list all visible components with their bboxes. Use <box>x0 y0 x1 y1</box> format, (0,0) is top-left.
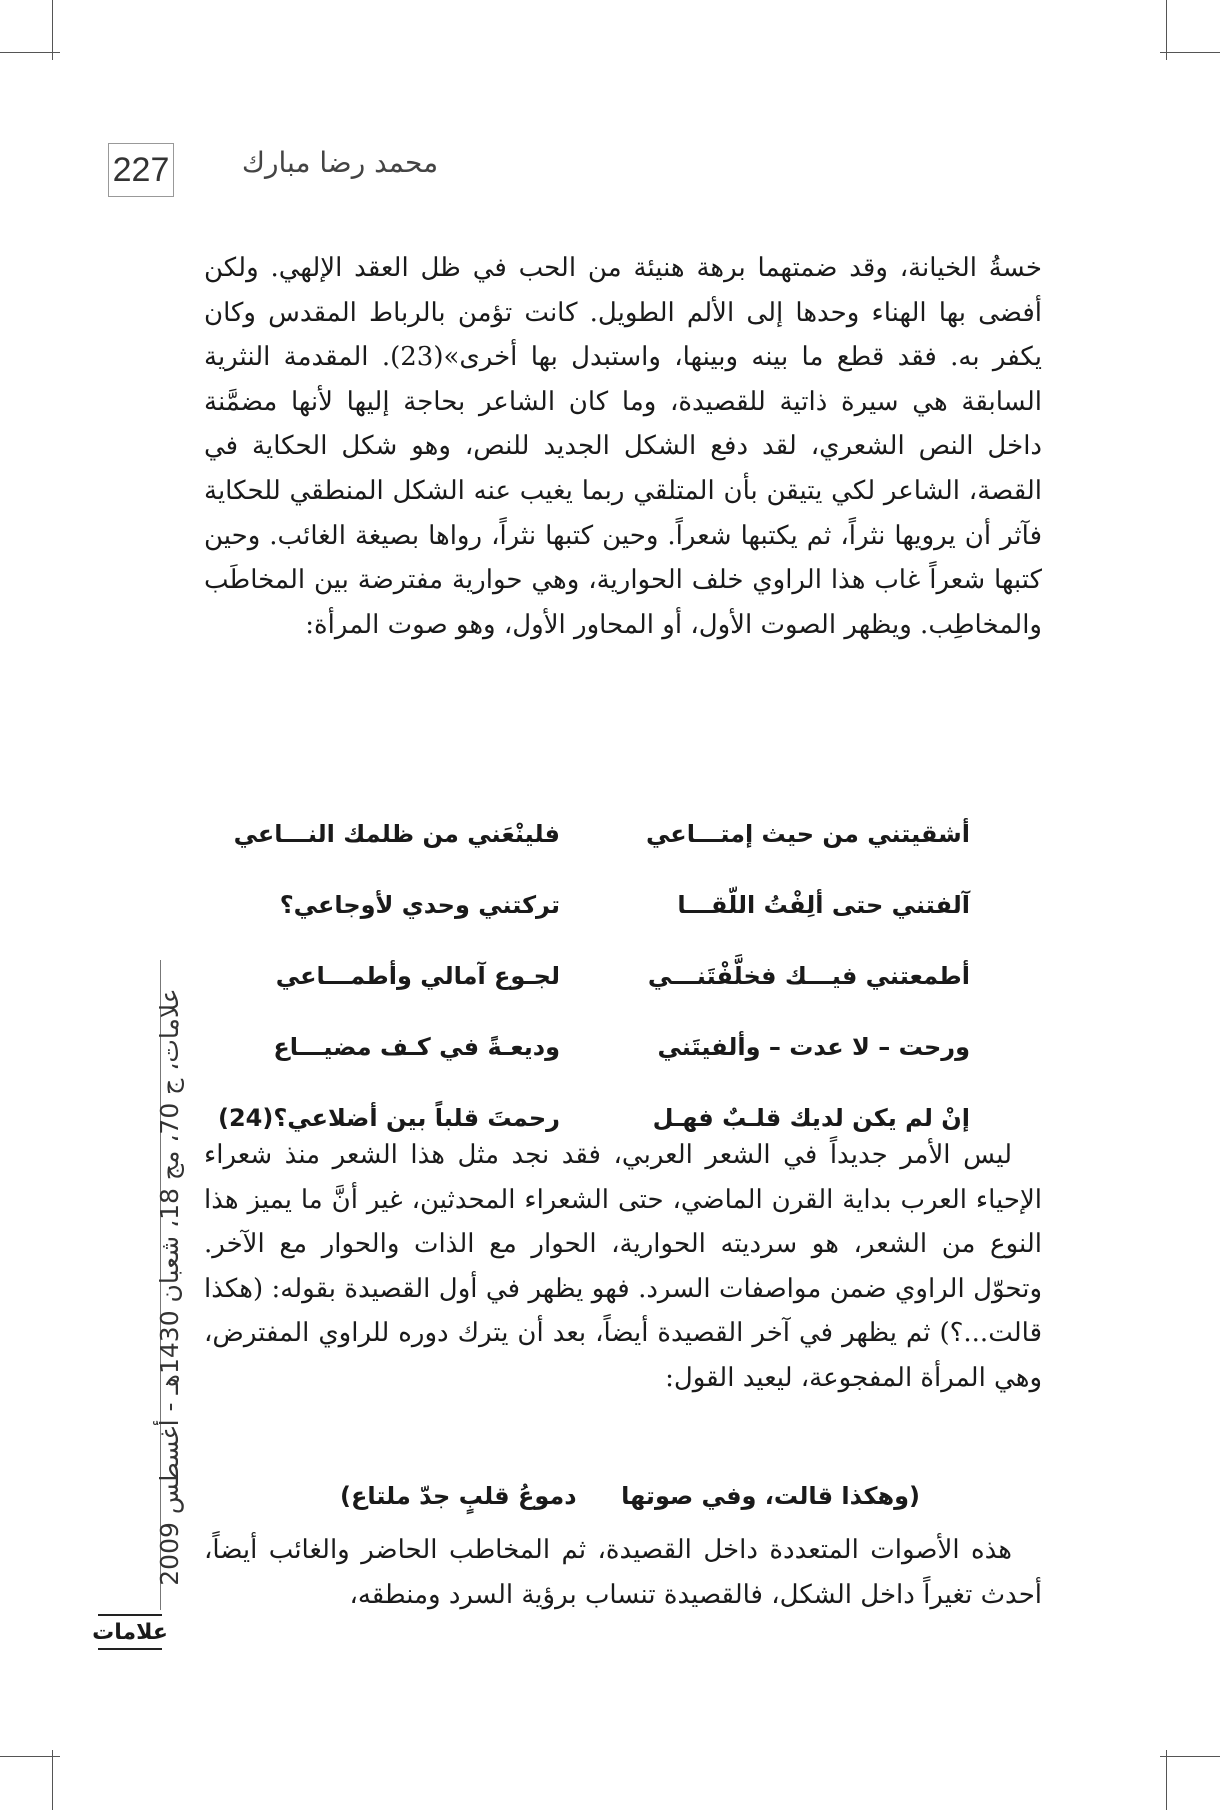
poem-hemistich: فلينْعَني من ظلمك النـــاعي <box>233 820 560 848</box>
crop-mark <box>1160 1756 1220 1757</box>
poem-hemistich: رحمتَ قلباً بين أضلاعي؟(24) <box>218 1104 560 1132</box>
poem-hemistich: وديعـةً في كـف مضيـــاع <box>273 1033 560 1061</box>
poem-block <box>218 820 970 1175</box>
journal-citation: علامات، ج 70، مج 18، شعبان 1430هـ - أغسطس 2009 <box>155 988 184 1586</box>
quoted-hemistich: دموعُ قلبٍ جدّ ملتاع) <box>340 1482 577 1510</box>
poem-hemistich: أشقيتني من حيث إمتـــاعي <box>646 820 970 848</box>
crop-mark <box>0 52 60 53</box>
poem-verse <box>230 1033 970 1104</box>
body-paragraph: خسةُ الخيانة، وقد ضمتهما برهة هنيئة من الحب في ظل العقد الإلهي. ولكن أفضى بها الهناء وحدها إلى الألم الطويل. كانت تؤمن بالرباط المقدس وكان يكفر به. فقد قطع ما بينه وبينها، واستبدل بها أخرى»(23). المقدمة النثرية السابقة هي سيرة ذاتية للقصيدة، وما كان الشاعر بحاجة إليها لأنها مضمَّنة داخل النص الشعري، لقد دفع الشكل الجديد للنص، وهو شكل الحكاية في القصة، الشاعر لكي يتيقن بأن المتلقي ربما يغيب عنه الشكل المنطقي للحكاية فآثر أن يرويها نثراً، ثم يكتبها شعراً. وحين كتبها نثراً، رواها بصيغة الغائب. وحين كتبها شعراً غاب هذا الراوي خلف الحوارية، وهي حوارية مفترضة بين المخاطَب والمخاطِب. ويظهر الصوت الأول، أو المحاور الأول، وهو صوت المرأة: <box>204 253 1043 640</box>
poem-hemistich: إنْ لم يكن لديك قلـبٌ فهـل <box>652 1104 970 1132</box>
crop-mark <box>52 0 53 60</box>
journal-logo: علامات <box>98 1614 162 1650</box>
crop-mark <box>1160 52 1220 53</box>
poem-verse <box>230 820 970 891</box>
quoted-hemistich: (وهكذا قالت، وفي صوتها <box>621 1482 920 1510</box>
crop-mark <box>1166 0 1167 60</box>
poem-hemistich: ورحت – لا عدت – وألفيتَني <box>657 1033 970 1061</box>
poem-hemistich: تركتني وحدي لأوجاعي؟ <box>279 891 560 919</box>
poem-hemistich: آلفتني حتى ألِفْتُ اللّقـــا <box>677 891 970 919</box>
poem-verse <box>230 962 970 1033</box>
page-number: 227 <box>108 143 174 197</box>
crop-mark <box>0 1756 60 1757</box>
quoted-verse <box>340 1482 920 1510</box>
poem-verse <box>230 891 970 962</box>
body-paragraph: ليس الأمر جديداً في الشعر العربي، فقد نجد مثل هذا الشعر منذ شعراء الإحياء العرب بداية القرن الماضي، حتى الشعراء المحدثين، غير أنَّ ما يميز هذا النوع من الشعر، هو سرديته الحوارية، الحوار مع الذات والحوار مع الآخر. وتحوّل الراوي ضمن مواصفات السرد. فهو يظهر في أول القصيدة بقوله: (هكذا قالت...؟) ثم يظهر في آخر القصيدة أيضاً، بعد أن يترك دوره للراوي المفترض، وهي المرأة المفجوعة، ليعيد القول: <box>204 1140 1043 1393</box>
running-header-author: محمد رضا مبارك <box>241 146 439 179</box>
crop-mark <box>1166 1750 1167 1810</box>
body-paragraph: هذه الأصوات المتعددة داخل القصيدة، ثم المخاطب الحاضر والغائب أيضاً، أحدث تغيراً داخل الشكل، فالقصيدة تنساب برؤية السرد ومنطقه، <box>204 1535 1042 1610</box>
poem-hemistich: أطمعتني فيـــك فخلَّفْتَنـــي <box>647 962 970 990</box>
poem-hemistich: لجـوع آمالي وأطمـــاعي <box>275 962 560 990</box>
crop-mark <box>52 1750 53 1810</box>
